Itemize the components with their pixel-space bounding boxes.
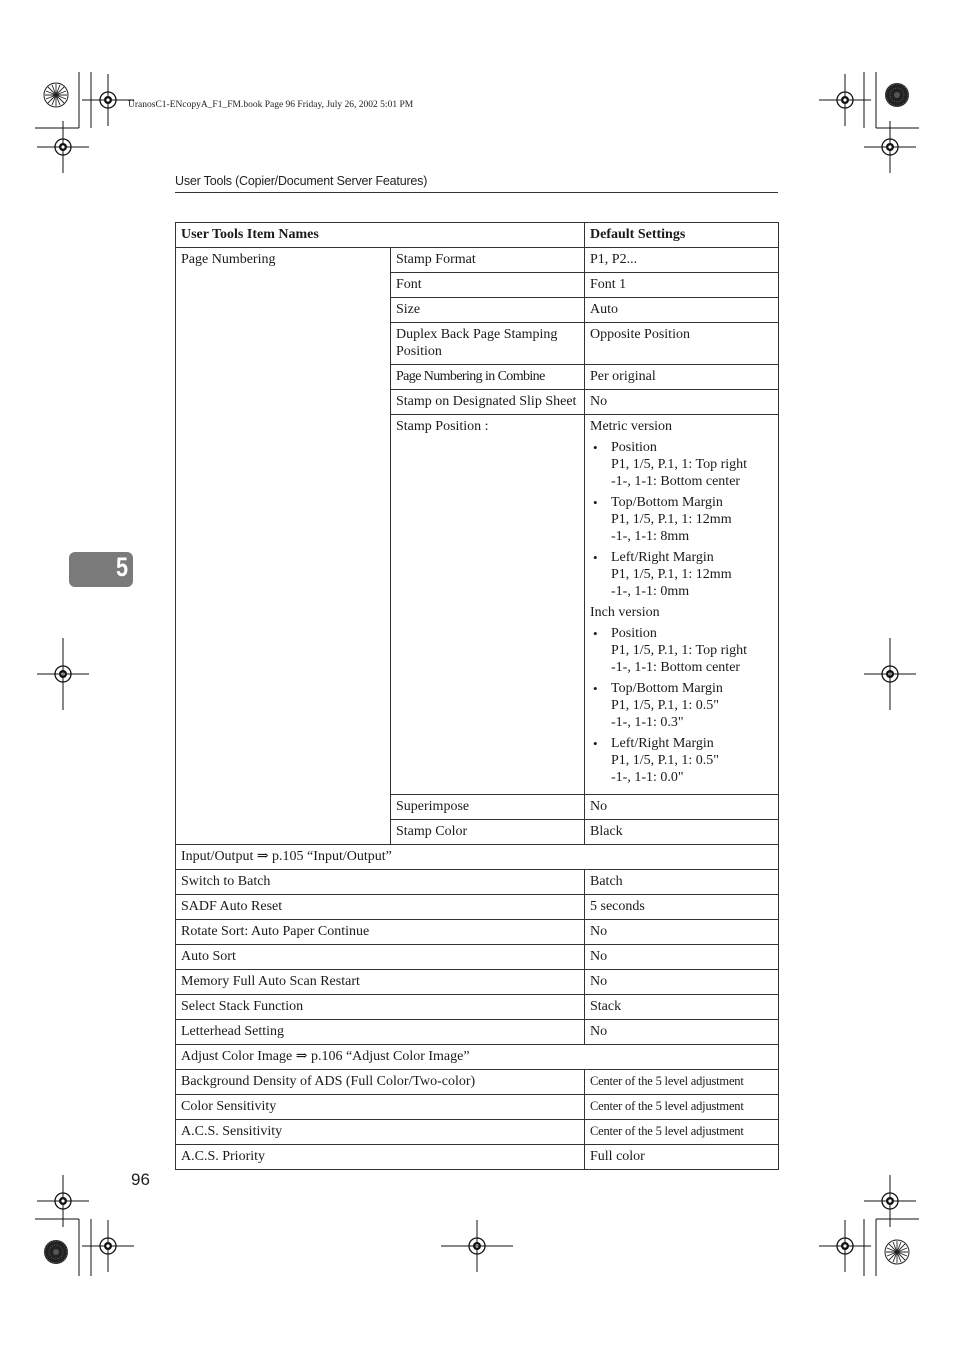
crosshair-mark-icon bbox=[819, 74, 871, 126]
list-item bbox=[590, 439, 773, 490]
item-title: • Top/Bottom Margin bbox=[611, 495, 723, 510]
setting-value: Stack bbox=[585, 995, 779, 1020]
setting-name: Color Sensitivity bbox=[176, 1095, 585, 1120]
table-row bbox=[176, 1145, 779, 1170]
metric-list bbox=[590, 439, 773, 600]
list-item bbox=[590, 625, 773, 676]
setting-name: A.C.S. Sensitivity bbox=[176, 1120, 585, 1145]
item-line: P1, 1/5, P.1, 1: 0.5" bbox=[611, 698, 720, 713]
item-line: -1-, 1-1: Bottom center bbox=[611, 660, 741, 675]
item-line: P1, 1/5, P.1, 1: Top right bbox=[611, 457, 748, 472]
item-line: -1-, 1-1: 0mm bbox=[611, 584, 690, 599]
crosshair-mark-icon bbox=[37, 121, 89, 173]
setting-value: Opposite Position bbox=[585, 323, 779, 365]
chapter-tab bbox=[69, 552, 133, 587]
user-tools-table bbox=[175, 222, 779, 1170]
setting-name: Auto Sort bbox=[176, 945, 585, 970]
file-info: UranosC1-ENcopyA_F1_FM.book Page 96 Friday, July 26, 2002 5:01 PM bbox=[128, 100, 414, 110]
table-row bbox=[176, 248, 779, 273]
crosshair-mark-icon bbox=[82, 1220, 134, 1272]
setting-value: Center of the 5 level adjustment bbox=[585, 1095, 779, 1120]
running-header bbox=[175, 174, 778, 193]
column-header-default-settings: Default Settings bbox=[585, 223, 779, 248]
item-title: • Left/Right Margin bbox=[611, 736, 714, 751]
item-title: • Top/Bottom Margin bbox=[611, 681, 723, 696]
dial-mark-icon bbox=[885, 83, 909, 107]
dial-mark-icon bbox=[44, 83, 68, 107]
setting-value: P1, P2... bbox=[585, 248, 779, 273]
setting-name: Rotate Sort: Auto Paper Continue bbox=[176, 920, 585, 945]
page-numbering-group-label: Page Numbering bbox=[176, 248, 391, 845]
item-line: P1, 1/5, P.1, 1: 12mm bbox=[611, 567, 732, 582]
section-row-adjust-color bbox=[176, 1045, 779, 1070]
stamp-position-values bbox=[585, 415, 779, 795]
setting-value: No bbox=[585, 970, 779, 995]
page-number: 96 bbox=[131, 1170, 150, 1189]
crosshair-mark-icon bbox=[819, 1220, 871, 1272]
item-line: -1-, 1-1: Bottom center bbox=[611, 474, 741, 489]
inch-list bbox=[590, 625, 773, 786]
setting-name: A.C.S. Priority bbox=[176, 1145, 585, 1170]
list-item bbox=[590, 549, 773, 600]
setting-name: Memory Full Auto Scan Restart bbox=[176, 970, 585, 995]
item-line: P1, 1/5, P.1, 1: Top right bbox=[611, 643, 748, 658]
setting-value: No bbox=[585, 390, 779, 415]
setting-name: Background Density of ADS (Full Color/Two-color) bbox=[176, 1070, 585, 1095]
table-header-row bbox=[176, 223, 779, 248]
inch-version-label: Inch version bbox=[590, 605, 660, 620]
section-row-input-output bbox=[176, 845, 779, 870]
dial-mark-icon bbox=[885, 1240, 909, 1264]
table-row bbox=[176, 945, 779, 970]
item-line: -1-, 1-1: 0.0" bbox=[611, 770, 684, 785]
table-row bbox=[176, 970, 779, 995]
setting-name: Superimpose bbox=[391, 795, 585, 820]
table-row bbox=[176, 895, 779, 920]
setting-value: Auto bbox=[585, 298, 779, 323]
setting-value: No bbox=[585, 1020, 779, 1045]
section-title: Adjust Color Image ⇒ p.106 “Adjust Color Image” bbox=[176, 1045, 779, 1070]
setting-name: Font bbox=[391, 273, 585, 298]
setting-name: Switch to Batch bbox=[176, 870, 585, 895]
table-row bbox=[176, 1120, 779, 1145]
setting-name: SADF Auto Reset bbox=[176, 895, 585, 920]
table-row bbox=[176, 995, 779, 1020]
setting-value: Black bbox=[585, 820, 779, 845]
setting-name: Select Stack Function bbox=[176, 995, 585, 1020]
setting-value: No bbox=[585, 920, 779, 945]
setting-value: Center of the 5 level adjustment bbox=[585, 1120, 779, 1145]
setting-value: Font 1 bbox=[585, 273, 779, 298]
setting-name: Duplex Back Page Stamping Position bbox=[391, 323, 585, 365]
setting-name: Size bbox=[391, 298, 585, 323]
crosshair-mark-icon bbox=[864, 121, 916, 173]
setting-name: Stamp Color bbox=[391, 820, 585, 845]
table-row bbox=[176, 1095, 779, 1120]
setting-value: Per original bbox=[585, 365, 779, 390]
setting-name: Letterhead Setting bbox=[176, 1020, 585, 1045]
item-title: • Left/Right Margin bbox=[611, 550, 714, 565]
chapter-number: 5 bbox=[115, 552, 128, 582]
column-header-item-names: User Tools Item Names bbox=[176, 223, 585, 248]
table-row bbox=[176, 1020, 779, 1045]
dial-mark-icon bbox=[44, 1240, 68, 1264]
item-title: • Position bbox=[611, 626, 657, 641]
setting-value: Batch bbox=[585, 870, 779, 895]
item-line: -1-, 1-1: 8mm bbox=[611, 529, 690, 544]
setting-value: Full color bbox=[585, 1145, 779, 1170]
setting-name: Page Numbering in Combine bbox=[391, 365, 585, 390]
table-row bbox=[176, 870, 779, 895]
item-line: -1-, 1-1: 0.3" bbox=[611, 715, 684, 730]
item-line: P1, 1/5, P.1, 1: 0.5" bbox=[611, 753, 720, 768]
setting-name: Stamp Format bbox=[391, 248, 585, 273]
metric-version-label: Metric version bbox=[590, 419, 673, 434]
setting-value: No bbox=[585, 945, 779, 970]
item-line: P1, 1/5, P.1, 1: 12mm bbox=[611, 512, 732, 527]
setting-name: Stamp Position : bbox=[391, 415, 585, 795]
list-item bbox=[590, 494, 773, 545]
setting-value: Center of the 5 level adjustment bbox=[585, 1070, 779, 1095]
table-row bbox=[176, 920, 779, 945]
table-row bbox=[176, 1070, 779, 1095]
item-title: • Position bbox=[611, 440, 657, 455]
setting-value: No bbox=[585, 795, 779, 820]
section-title: Input/Output ⇒ p.105 “Input/Output” bbox=[176, 845, 779, 870]
setting-name: Stamp on Designated Slip Sheet bbox=[391, 390, 585, 415]
crosshair-mark-icon bbox=[82, 74, 134, 126]
list-item bbox=[590, 735, 773, 786]
setting-value: 5 seconds bbox=[585, 895, 779, 920]
list-item bbox=[590, 680, 773, 731]
header-title: User Tools (Copier/Document Server Features) bbox=[175, 174, 428, 188]
